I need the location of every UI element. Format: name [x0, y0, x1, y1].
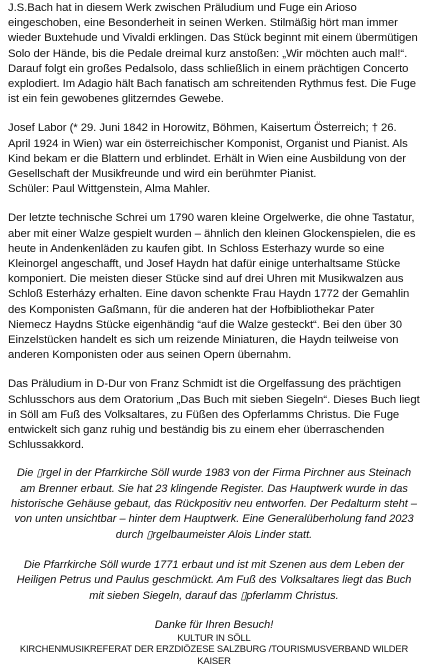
- labor-students-text: Schüler: Paul Wittgenstein, Alma Mahler.: [8, 183, 211, 196]
- footer-organizer-title: KULTUR IN SÖLL: [177, 631, 251, 643]
- organ-info-note: Die ▯rgel in der Pfarrkirche Söll wurde 1983 von der Firma Pirchner aus Steinach am Brenner erbaut. Sie hat 23 klingende Register. Das Hauptwerk wurde in das historische Gehäuse gebaut, das Rückpositiv neu entworfen. Der Pedalturm steht – von unten unsichtbar – hinter dem Hauptwerk. Eine Generalüberholung fand 2023 durch ▯rgelbaumeister Alois Linder statt.: [10, 467, 417, 541]
- haydn-paragraph: Der letzte technische Schrei um 1790 waren kleine Orgelwerke, die ohne Tastatur, aber mit einer Walze gespielt wurden – ähnlich den kleinen Glockenspielen, die es heute in Andenkenläden zu kaufen gibt. In Schloss Esterhazy wurde so eine Kleinorgel angeschafft, und Josef Haydn hat dafür einige unterhaltsame Stücke komponiert. Die meisten dieser Stücke sind auf drei Uhren mit Musikwalzen aus Schloß Esterházy erhalten. Eine davon schenkte Frau Haydn 1772 der Gemahlin des Komponisten Gaßmann, für die anderen hat der Hofbibliothekar Pater Niemecz Haydns Stücke eigenhändig “auf die Walze gesteckt“. Bei den über 30 Einzelstücken handelt es sich um reizende Miniaturen, die Haydn teilweise von anderen Komponisten oder aus seinen Opern übernahm.: [8, 212, 416, 362]
- bach-paragraph: J.S.Bach hat in diesem Werk zwischen Präludium und Fuge ein Arioso eingeschoben, eine Besonderheit in seinen Werken. Stilmäßig hört man immer wieder Buxtehude und Vivaldi erklingen. Das Stück beginnt mit einem übermütigen Solo der Hände, bis die Pedale dreimal kurz anstoßen: „Wir möchten auch mal!“. Darauf folgt ein großes Pedalsolo, dass schließlich in einem prächtigen Concerto explodiert. Im Adagio hält Bach fanatisch am schreitenden Rythmus fest. Die Fuge ist ein fein gewobenes glitzerndes Gewebe.: [8, 2, 418, 106]
- church-info-note: Die Pfarrkirche Söll wurde 1771 erbaut und ist mit Szenen aus dem Leben der Heiligen Petrus und Paulus geschmückt. Am Fuß des Volksaltares liegt das Buch mit sieben Siegeln, darauf das ▯pferlamm Christus.: [16, 558, 412, 602]
- labor-bio-text: Josef Labor (* 29. Juni 1842 in Horowitz, Böhmen, Kaisertum Österreich; † 26. April 1924 in Wien) war ein österreichischer Komponist, Organist und Pianist. Als Kind bekam er die Blattern und erblindet. Erhält in Wien eine Ausbildung von der Gesellschaft der Musikfreunde und wird ein berühmter Pianist.: [8, 122, 408, 181]
- labor-paragraph: [8, 121, 420, 197]
- schmidt-paragraph: Das Präludium in D-Dur von Franz Schmidt ist die Orgelfassung des prächtigen Schlusschors aus dem Oratorium „Das Buch mit sieben Siegeln“. Dieses Buch liegt in Söll am Fuß des Volksaltares, zu Füßen des Opferlamms Christus. Die Fuge entwickelt sich ganz ruhig und beständig bis zu einem eher überraschenden Schlussakkord.: [8, 378, 420, 452]
- thanks-line: Danke für Ihren Besuch!: [154, 618, 274, 631]
- footer-organizer-names: KIRCHENMUSIKREFERAT DER ERZDIÖZESE SALZBURG /TOURISMUSVERBAND WILDER KAISER: [19, 643, 409, 666]
- program-notes-page: [8, 0, 420, 666]
